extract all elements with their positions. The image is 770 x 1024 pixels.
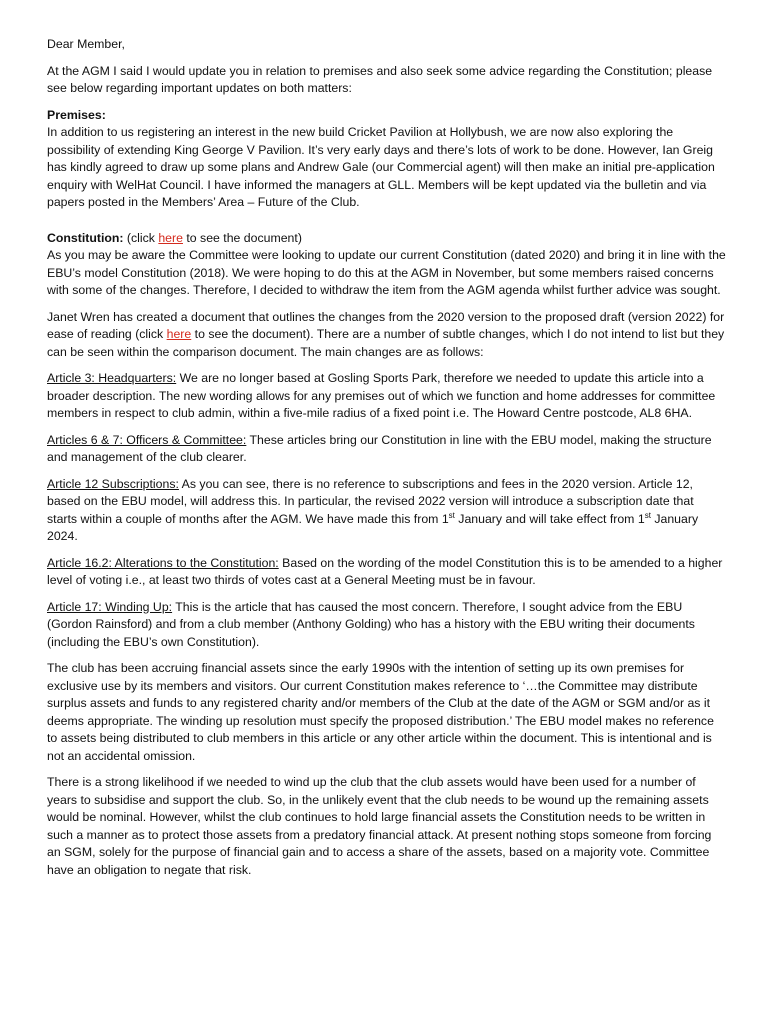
constitution-link-prefix: (click [123,230,159,245]
constitution-link-suffix: to see the document) [182,230,302,245]
premises-heading: Premises: [47,107,106,122]
article-6-7-title: Articles 6 & 7: Officers & Committee: [47,432,247,447]
salutation: Dear Member, [47,37,125,51]
letter-page [47,36,727,888]
janet-text-after-link: to see the document). There are a number of subtle changes, which I do not intend to list but they can be seen within the comparison document. The main changes are as follows: [47,327,725,359]
article-12-sup-a: st [448,510,455,520]
article-6-7-text: These articles bring our Constitution in line with the EBU model, making the structure and management of the club clearer. [47,432,712,464]
article-16-text: Based on the wording of the model Constitution this is to be amended to a higher level of voting i.e., at least two thirds of votes cast at a General Meeting must be in favour. [47,555,723,587]
premises-section [47,107,727,212]
assets-paragraph: The club has been accruing financial assets since the early 1990s with the intention of setting up its own premises for exclusive use by its members and visitors. Our current Constitution makes reference to ‘…the Committee may distribute surplus assets and funds to any registered charity and/or members of the Club at the date of the AGM or SGM and/or as it deems appropriate. The winding up resolution must specify the proposed distribution.’ The EBU model makes no reference to assets being distributed to club members in this article or any other article within the document. This is intentional and is not an accidental omission. [47,661,714,763]
article-12-text-c: January 2024. [47,511,699,543]
article-12-text-a: As you can see, there is no reference to subscriptions and fees in the 2020 version. Article 12, based on the EBU model, will address this. In particular, the revised 2022 version will introduce a subscription date that starts within a couple of months after the AGM. We have made this from 1 [47,476,694,526]
constitution-heading: Constitution: [47,230,124,245]
constitution-document-link[interactable]: here [158,230,183,245]
article-3-paragraph [47,370,727,423]
intro-paragraph: At the AGM I said I would update you in relation to premises and also seek some advice regarding the Constitution; please see below regarding important updates on both matters: [47,63,713,95]
article-17-text: This is the article that has caused the most concern. Therefore, I sought advice from the EBU (Gordon Rainsford) and from a club member (Anthony Golding) who has a history with the EBU writing their documents (including the EBU’s own Constitution). [47,599,695,649]
article-17-title: Article 17: Winding Up: [47,599,173,614]
constitution-body: As you may be aware the Committee were looking to update our current Constitution (dated 2020) and bring it in line with the EBU’s model Constitution (2018). We were hoping to do this at the AGM in November, but some members raised concerns with some of the changes. Therefore, I decided to withdraw the item from the AGM agenda whilst further advice was sought. [47,248,726,297]
article-12-paragraph [47,476,727,546]
article-16-title: Article 16.2: Alterations to the Constitution: [47,555,279,570]
article-12-title: Article 12 Subscriptions: [47,476,179,491]
constitution-section [47,230,727,300]
article-12-text-b: January and will take effect from 1 [454,511,645,526]
article-3-title: Article 3: Headquarters: [47,371,177,385]
likelihood-paragraph: There is a strong likelihood if we needed to wind up the club that the club assets would have been used for a number of years to subsidise and support the club. So, in the unlikely event that the club needs to be wound up the remaining assets would be nominal. However, whilst the club continues to hold large financial assets the Constitution needs to be written in such a manner as to protect those assets from a predatory financial attack. At present nothing stops someone from forcing an SGM, solely for the purpose of financial gain and to access a share of the assets, based on a majority vote. Committee have an obligation to negate that risk. [47,775,712,877]
article-16-paragraph [47,555,727,590]
janet-text-before-link: Janet Wren has created a document that outlines the changes from the 2020 version to the proposed draft (version 2022) for ease of reading (click [47,309,725,341]
article-6-7-paragraph [47,432,727,467]
comparison-document-link[interactable]: here [166,327,192,341]
article-17-paragraph [47,599,727,652]
premises-body: In addition to us registering an interest in the new build Cricket Pavilion at Hollybush, we are now also exploring the possibility of extending King George V Pavilion. It’s very early days and there’s lots of work to be done. However, Ian Greig has kindly agreed to draw up some plans and Andrew Gale (our Commercial agent) will then make an initial pre-application enquiry with WelHat Council. I have informed the managers at GLL. Members will be kept updated via the bulletin and via papers posted in the Members’ Area – Future of the Club. [47,125,715,209]
article-3-text: We are no longer based at Gosling Sports Park, therefore we needed to update this article into a broader description. The new wording allows for any premises out of which we function and home addresses for committee members in respect to club admin, within a five-mile radius of a fixed point i.e. The Howard Centre postcode, AL8 6HA. [47,371,716,420]
article-12-sup-b: st [644,510,651,520]
janet-paragraph [47,309,727,362]
